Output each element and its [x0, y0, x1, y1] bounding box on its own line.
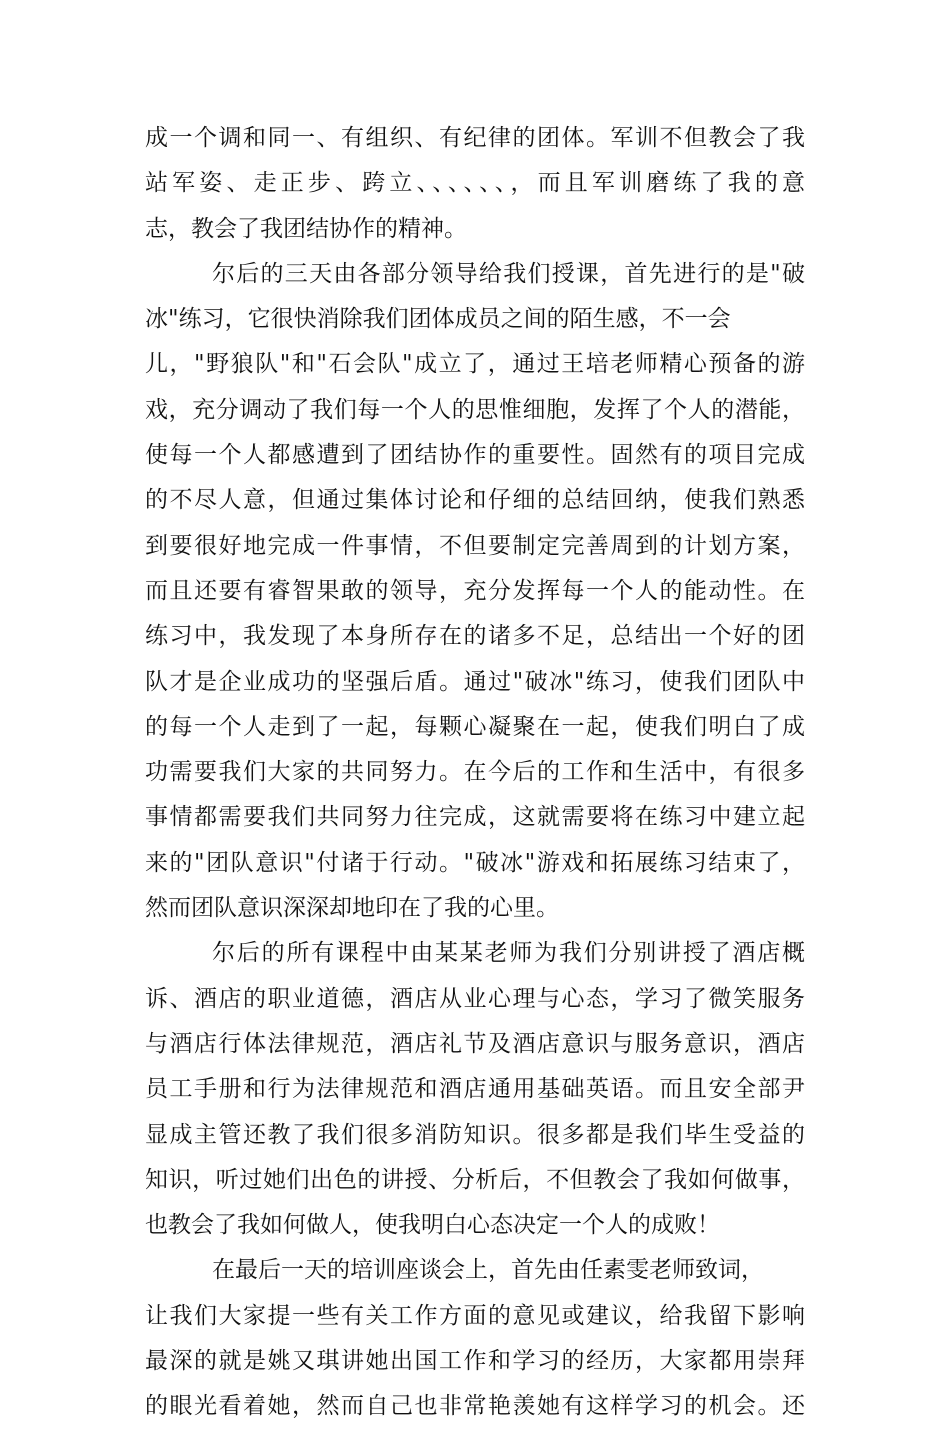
text-line: 然而团队意识深深却地印在了我的心里。 — [145, 895, 559, 922]
text-line: 的眼光看着她，然而自己也非常艳羡她有这样学习的机会。还 — [145, 1393, 805, 1420]
text-line: 功需要我们大家的共同努力。在今后的工作和生活中，有很多 — [145, 759, 805, 786]
text-line: 站军姿、走正步、跨立、、、、、、，而且军训磨练了我的意 — [145, 170, 805, 197]
text-line: 冰"练习，它很快消除我们团体成员之间的陌生感，不一会 — [145, 306, 731, 333]
text-line: 的不尽人意，但通过集体讨论和仔细的总结回纳，使我们熟悉 — [145, 487, 805, 514]
text-line: 也教会了我如何做人，使我明白心态决定一个人的成败！ — [145, 1212, 720, 1239]
text-line: 使每一个人都感遭到了团结协作的重要性。固然有的项目完成 — [145, 442, 805, 469]
text-line: 到要很好地完成一件事情，不但要制定完善周到的计划方案， — [145, 532, 805, 559]
text-line: 让我们大家提一些有关工作方面的意见或建议，给我留下影响 — [145, 1302, 805, 1329]
text-line: 在最后一天的培训座谈会上，首先由任素雯老师致词， — [212, 1257, 764, 1284]
text-line: 最深的就是姚又琪讲她出国工作和学习的经历，大家都用崇拜 — [145, 1348, 805, 1375]
text-line: 显成主管还教了我们很多消防知识。很多都是我们毕生受益的 — [145, 1121, 805, 1148]
text-line: 而且还要有睿智果敢的领导，充分发挥每一个人的能动性。在 — [145, 577, 805, 604]
text-line: 来的"团队意识"付诸于行动。"破冰"游戏和拓展练习结束了， — [145, 849, 805, 876]
text-line: 与酒店行体法律规范，酒店礼节及酒店意识与服务意识，酒店 — [145, 1030, 805, 1057]
text-line: 尔后的三天由各部分领导给我们授课，首先进行的是"破 — [212, 260, 805, 287]
text-line: 队才是企业成功的坚强后盾。通过"破冰"练习，使我们团队中 — [145, 668, 805, 695]
text-line: 知识，听过她们出色的讲授、分析后，不但教会了我如何做事， — [145, 1166, 805, 1193]
text-line: 成一个调和同一、有组织、有纪律的团体。军训不但教会了我 — [145, 125, 805, 151]
text-line: 员工手册和行为法律规范和酒店通用基础英语。而且安全部尹 — [145, 1076, 805, 1103]
text-line: 事情都需要我们共同努力往完成，这就需要将在练习中建立起 — [145, 804, 805, 831]
text-line: 尔后的所有课程中由某某老师为我们分别讲授了酒店概 — [212, 940, 805, 967]
text-line: 的每一个人走到了一起，每颗心凝聚在一起，使我们明白了成 — [145, 713, 805, 740]
text-line: 练习中，我发现了本身所存在的诸多不足，总结出一个好的团 — [145, 623, 805, 650]
text-line: 诉、酒店的职业道德，酒店从业心理与心态，学习了微笑服务 — [145, 985, 805, 1012]
text-line: 儿，"野狼队"和"石会队"成立了，通过王培老师精心预备的游 — [145, 351, 805, 378]
text-line: 戏，充分调动了我们每一个人的思惟细胞，发挥了个人的潜能， — [145, 396, 805, 423]
text-line: 志，教会了我团结协作的精神。 — [145, 215, 467, 242]
document-body — [145, 116, 805, 1430]
